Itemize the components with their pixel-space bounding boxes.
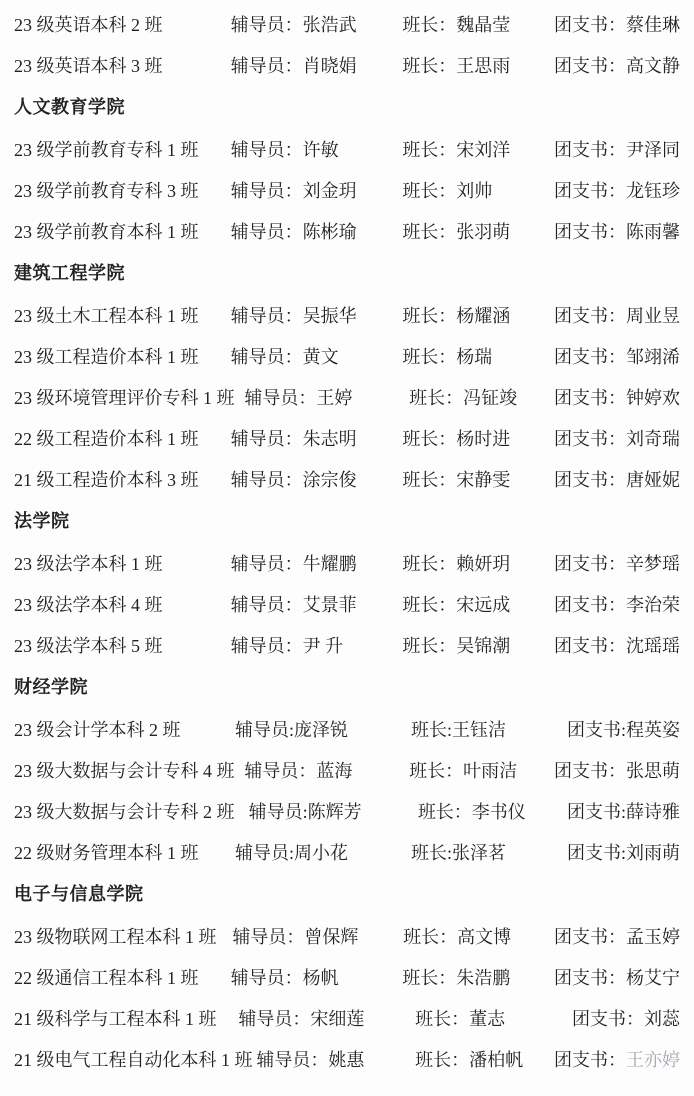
monitor-field: 班长：吴锦潮 xyxy=(402,636,511,656)
counselor-field: 辅导员：王婷 xyxy=(244,388,353,408)
secretary-field: 团支书：李治荣 xyxy=(553,595,680,615)
counselor-field: 辅导员：宋细莲 xyxy=(238,1009,365,1029)
counselor-field: 辅导员:陈辉芳 xyxy=(248,802,362,822)
secretary-field: 团支书：辛梦瑶 xyxy=(553,554,680,574)
counselor-field: 辅导员：姚惠 xyxy=(256,1050,365,1070)
class-name: 23 级法学本科 1 班 xyxy=(14,554,163,574)
secretary-label: 团支书： xyxy=(553,1050,626,1070)
monitor-field: 班长：董志 xyxy=(415,1009,506,1029)
class-name: 23 级法学本科 4 班 xyxy=(14,595,163,615)
secretary-field: 团支书：周业昱 xyxy=(553,306,680,326)
class-row xyxy=(14,634,680,658)
monitor-field: 班长：冯钲竣 xyxy=(409,388,518,408)
secretary-field: 团支书：钟婷欢 xyxy=(553,388,680,408)
monitor-field: 班长：魏晶莹 xyxy=(402,15,511,35)
secretary-field: 团支书：陈雨馨 xyxy=(553,222,680,242)
monitor-field: 班长：朱浩鹏 xyxy=(402,968,511,988)
monitor-field: 班长：宋刘洋 xyxy=(402,140,511,160)
monitor-field: 班长：杨时进 xyxy=(402,429,511,449)
class-row xyxy=(14,345,680,369)
class-name: 22 级通信工程本科 1 班 xyxy=(14,968,199,988)
class-row xyxy=(14,841,680,865)
monitor-field: 班长：李书仪 xyxy=(417,802,526,822)
class-name: 23 级法学本科 5 班 xyxy=(14,636,163,656)
secretary-field: 团支书：刘蕊 xyxy=(571,1009,680,1029)
class-row xyxy=(14,138,680,162)
college-heading: 电子与信息学院 xyxy=(14,884,144,904)
secretary-field: 团支书：蔡佳琳 xyxy=(553,15,680,35)
college-heading: 法学院 xyxy=(14,511,70,531)
class-row xyxy=(14,1048,680,1072)
class-name: 23 级英语本科 3 班 xyxy=(14,56,163,76)
counselor-field: 辅导员：朱志明 xyxy=(230,429,357,449)
monitor-field: 班长：王思雨 xyxy=(402,56,511,76)
counselor-field: 辅导员：刘金玥 xyxy=(230,181,357,201)
class-name: 23 级土木工程本科 1 班 xyxy=(14,306,199,326)
class-name: 21 级工程造价本科 3 班 xyxy=(14,470,199,490)
secretary-field: 团支书：龙钰珍 xyxy=(553,181,680,201)
monitor-field: 班长：赖妍玥 xyxy=(402,554,511,574)
secretary-field: 团支书：邹翊浠 xyxy=(553,347,680,367)
monitor-field: 班长:张泽茗 xyxy=(410,843,506,863)
class-name: 23 级学前教育本科 1 班 xyxy=(14,222,199,242)
secretary-field: 团支书：刘奇瑞 xyxy=(553,429,680,449)
class-row xyxy=(14,925,680,949)
class-row xyxy=(14,386,680,410)
class-name: 22 级工程造价本科 1 班 xyxy=(14,429,199,449)
class-row xyxy=(14,593,680,617)
secretary-field: 团支书：杨艾宁 xyxy=(553,968,680,988)
class-row xyxy=(14,966,680,990)
class-row xyxy=(14,759,680,783)
class-name: 23 级环境管理评价专科 1 班 xyxy=(14,388,235,408)
class-row xyxy=(14,468,680,492)
class-row xyxy=(14,304,680,328)
class-name: 23 级学前教育专科 3 班 xyxy=(14,181,199,201)
class-name: 23 级大数据与会计专科 2 班 xyxy=(14,802,235,822)
college-heading: 人文教育学院 xyxy=(14,97,125,117)
counselor-field: 辅导员:庞泽锐 xyxy=(234,720,348,740)
secretary-name-muted: 王亦婷 xyxy=(625,1050,680,1070)
secretary-field: 团支书:程英姿 xyxy=(566,720,680,740)
secretary-field: 团支书：尹泽同 xyxy=(553,140,680,160)
class-name: 21 级科学与工程本科 1 班 xyxy=(14,1009,217,1029)
monitor-field: 班长：潘柏帆 xyxy=(415,1050,524,1070)
class-row xyxy=(14,54,680,78)
class-name: 23 级学前教育专科 1 班 xyxy=(14,140,199,160)
class-name: 23 级工程造价本科 1 班 xyxy=(14,347,199,367)
class-name: 23 级英语本科 2 班 xyxy=(14,15,163,35)
monitor-field: 班长：宋远成 xyxy=(402,595,511,615)
monitor-field: 班长：杨瑞 xyxy=(402,347,493,367)
college-heading: 建筑工程学院 xyxy=(14,263,125,283)
monitor-field: 班长：刘帅 xyxy=(402,181,493,201)
class-name: 23 级会计学本科 2 班 xyxy=(14,720,181,740)
counselor-field: 辅导员：陈彬瑜 xyxy=(230,222,357,242)
class-row xyxy=(14,718,680,742)
class-name: 23 级大数据与会计专科 4 班 xyxy=(14,761,235,781)
class-name: 22 级财务管理本科 1 班 xyxy=(14,843,199,863)
counselor-field: 辅导员：牛耀鹏 xyxy=(230,554,357,574)
secretary-field: 团支书：张思萌 xyxy=(553,761,680,781)
college-heading: 财经学院 xyxy=(14,677,88,697)
counselor-field: 辅导员：许敏 xyxy=(230,140,339,160)
monitor-field: 班长：叶雨洁 xyxy=(409,761,518,781)
counselor-field: 辅导员：杨帆 xyxy=(230,968,339,988)
counselor-field: 辅导员：黄文 xyxy=(230,347,339,367)
class-row xyxy=(14,179,680,203)
counselor-field: 辅导员：尹 升 xyxy=(230,636,344,656)
class-row xyxy=(14,13,680,37)
counselor-field: 辅导员：涂宗俊 xyxy=(230,470,357,490)
secretary-field: 团支书:刘雨萌 xyxy=(566,843,680,863)
counselor-field: 辅导员：肖晓娟 xyxy=(230,56,357,76)
class-row xyxy=(14,552,680,576)
secretary-field xyxy=(554,1048,680,1072)
monitor-field: 班长：杨耀涵 xyxy=(402,306,511,326)
class-row xyxy=(14,1007,680,1031)
monitor-field: 班长：高文博 xyxy=(403,927,512,947)
class-name: 21 级电气工程自动化本科 1 班 xyxy=(14,1050,253,1070)
secretary-field: 团支书：孟玉婷 xyxy=(553,927,680,947)
counselor-field: 辅导员：曾保辉 xyxy=(232,927,359,947)
counselor-field: 辅导员：张浩武 xyxy=(230,15,357,35)
counselor-field: 辅导员：蓝海 xyxy=(244,761,353,781)
counselor-field: 辅导员:周小花 xyxy=(234,843,348,863)
class-name: 23 级物联网工程本科 1 班 xyxy=(14,927,217,947)
class-row xyxy=(14,427,680,451)
counselor-field: 辅导员：吴振华 xyxy=(230,306,357,326)
counselor-field: 辅导员：艾景菲 xyxy=(230,595,357,615)
secretary-field: 团支书：沈瑶瑶 xyxy=(553,636,680,656)
monitor-field: 班长:王钰洁 xyxy=(410,720,506,740)
secretary-field: 团支书：高文静 xyxy=(553,56,680,76)
secretary-field: 团支书:薛诗雅 xyxy=(566,802,680,822)
class-row xyxy=(14,220,680,244)
monitor-field: 班长：张羽萌 xyxy=(402,222,511,242)
monitor-field: 班长：宋静雯 xyxy=(402,470,511,490)
secretary-field: 团支书：唐娅妮 xyxy=(553,470,680,490)
class-row xyxy=(14,800,680,824)
